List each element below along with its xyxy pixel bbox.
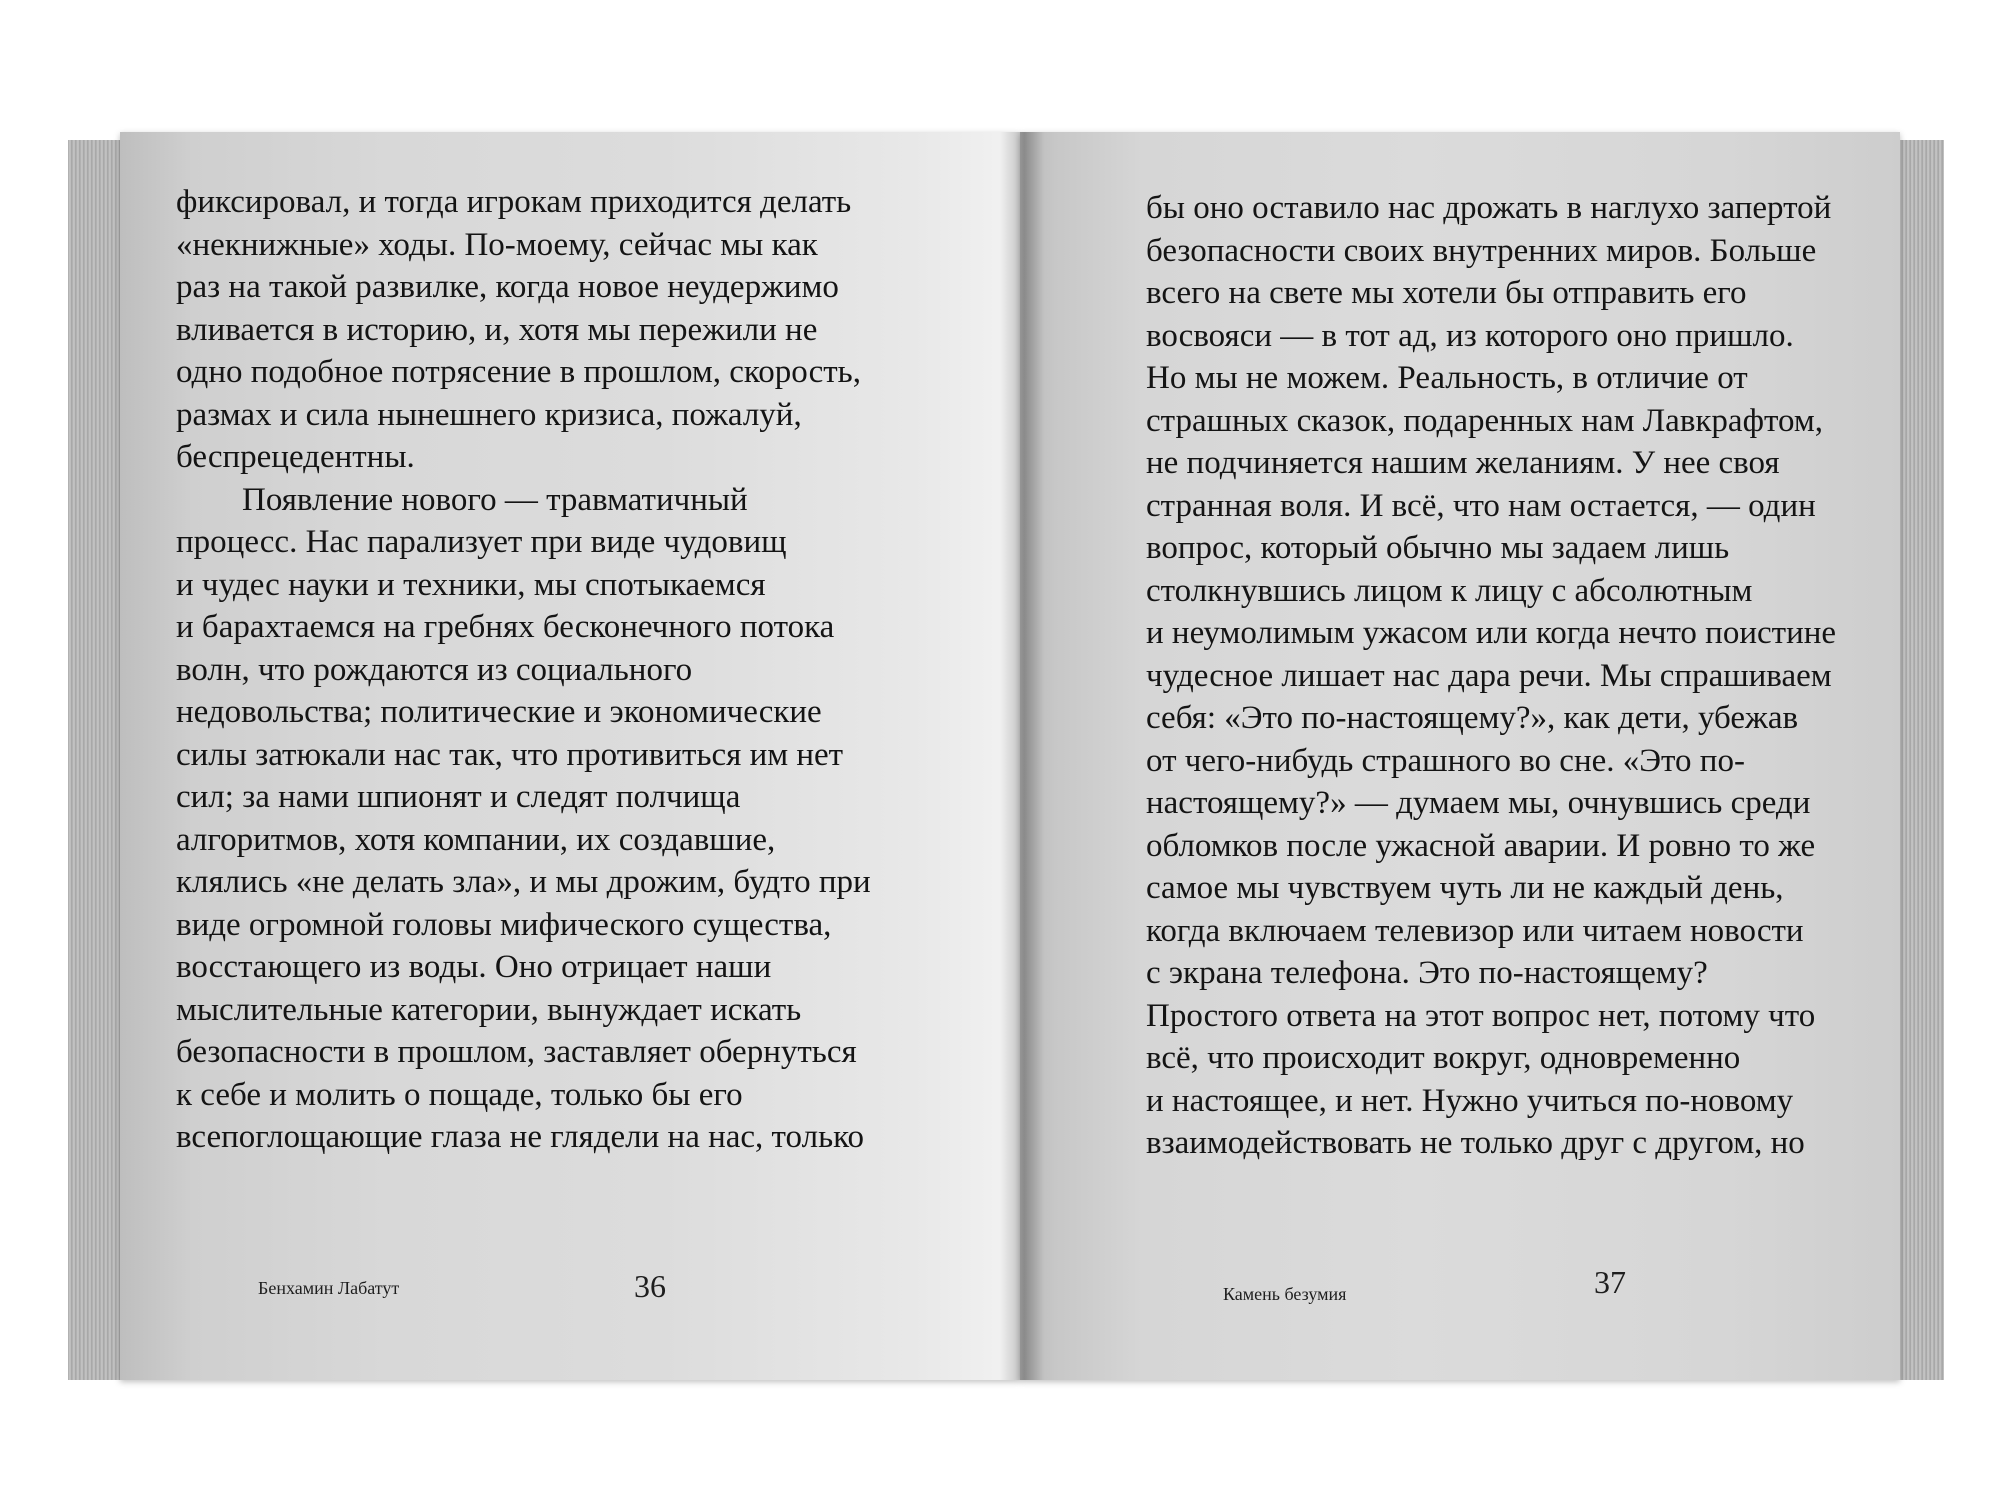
text-line: клялись «не делать зла», и мы дрожим, будто при (176, 864, 871, 900)
text-line: бы оно оставило нас дрожать в наглухо запертой (1146, 190, 1832, 226)
text-line: странная воля. И всё, что нам остается, — один (1146, 487, 1816, 524)
text-line: восвояси — в тот ад, из которого оно пришло. (1146, 317, 1794, 354)
text-line: алгоритмов, хотя компании, их создавшие, (176, 821, 776, 858)
right-page-text (1146, 187, 1836, 1165)
text-line: столкнувшись лицом к лицу с абсолютным (1146, 572, 1753, 609)
left-page-edges (68, 140, 128, 1380)
text-line: настоящему?» — думаем мы, очнувшись среди (1146, 785, 1811, 821)
text-line: беспрецедентны. (176, 439, 415, 475)
text-line: раз на такой развилке, когда новое неудержимо (176, 269, 839, 305)
text-line: «некнижные» ходы. По-моему, сейчас мы как (176, 226, 818, 263)
text-line: и неумолимым ужасом или когда нечто поистине (1146, 615, 1837, 651)
text-line: Простого ответа на этот вопрос нет, потому что (1146, 997, 1816, 1034)
text-line: безопасности своих внутренних миров. Больше (1146, 232, 1817, 269)
text-line: взаимодействовать не только друг с другом, но (1146, 1125, 1805, 1161)
text-line: вливается в историю, и, хотя мы пережили не (176, 311, 818, 348)
left-running-footer: Бенхамин Лабатут (258, 1278, 400, 1298)
text-line: волн, что рождаются из социального (176, 651, 693, 688)
text-line: обломков после ужасной аварии. И ровно то же (1146, 827, 1816, 864)
right-page-number: 37 (1594, 1264, 1626, 1300)
left-page-number: 36 (634, 1268, 666, 1304)
text-line: чудесное лишает нас дара речи. Мы спрашиваем (1146, 657, 1832, 694)
book-spine (1000, 132, 1044, 1380)
text-line: восстающего из воды. Оно отрицает наши (176, 949, 772, 985)
text-line: размах и сила нынешнего кризиса, пожалуй, (176, 396, 802, 433)
text-line: самое мы чувствуем чуть ли не каждый день, (1146, 870, 1784, 906)
text-line: и барахтаемся на гребнях бесконечного потока (176, 609, 835, 645)
text-line: страшных сказок, подаренных нам Лавкрафтом, (1146, 402, 1823, 439)
text-line: не подчиняется нашим желаниям. У нее своя (1146, 445, 1780, 481)
text-line: Появление нового — травматичный (176, 481, 748, 518)
text-line: мыслительные категории, вынуждает искать (176, 991, 802, 1028)
text-line: всепоглощающие глаза не глядели на нас, только (176, 1119, 864, 1155)
text-line: вопрос, который обычно мы задаем лишь (1146, 530, 1730, 566)
text-line: с экрана телефона. Это по-настоящему? (1146, 955, 1708, 991)
text-line: сил; за нами шпионят и следят полчища (176, 779, 741, 815)
right-running-footer: Камень безумия (1223, 1284, 1347, 1304)
text-line: силы затюкали нас так, что противиться им нет (176, 736, 844, 773)
text-line: и настоящее, и нет. Нужно учиться по-новому (1146, 1082, 1794, 1119)
text-line: к себе и молить о пощаде, только бы его (176, 1076, 743, 1113)
text-line: Но мы не можем. Реальность, в отличие от (1146, 360, 1748, 396)
text-line: себя: «Это по-настоящему?», как дети, убежав (1146, 700, 1799, 736)
text-line: фиксировал, и тогда игрокам приходится делать (176, 184, 852, 220)
text-line: всего на свете мы хотели бы отправить его (1146, 275, 1747, 311)
text-line: безопасности в прошлом, заставляет обернуться (176, 1034, 857, 1070)
text-line: всё, что происходит вокруг, одновременно (1146, 1040, 1741, 1076)
text-line: недовольства; политические и экономические (176, 694, 822, 730)
text-line: и чудес науки и техники, мы спотыкаемся (176, 566, 766, 603)
text-line: от чего-нибудь страшного во сне. «Это по- (1146, 742, 1745, 779)
text-line: когда включаем телевизор или читаем новости (1146, 912, 1804, 949)
text-line: процесс. Нас парализует при виде чудовищ (176, 524, 787, 560)
left-page-text (176, 181, 871, 1159)
text-line: виде огромной головы мифического существа, (176, 906, 832, 943)
text-line: одно подобное потрясение в прошлом, скорость, (176, 354, 861, 390)
